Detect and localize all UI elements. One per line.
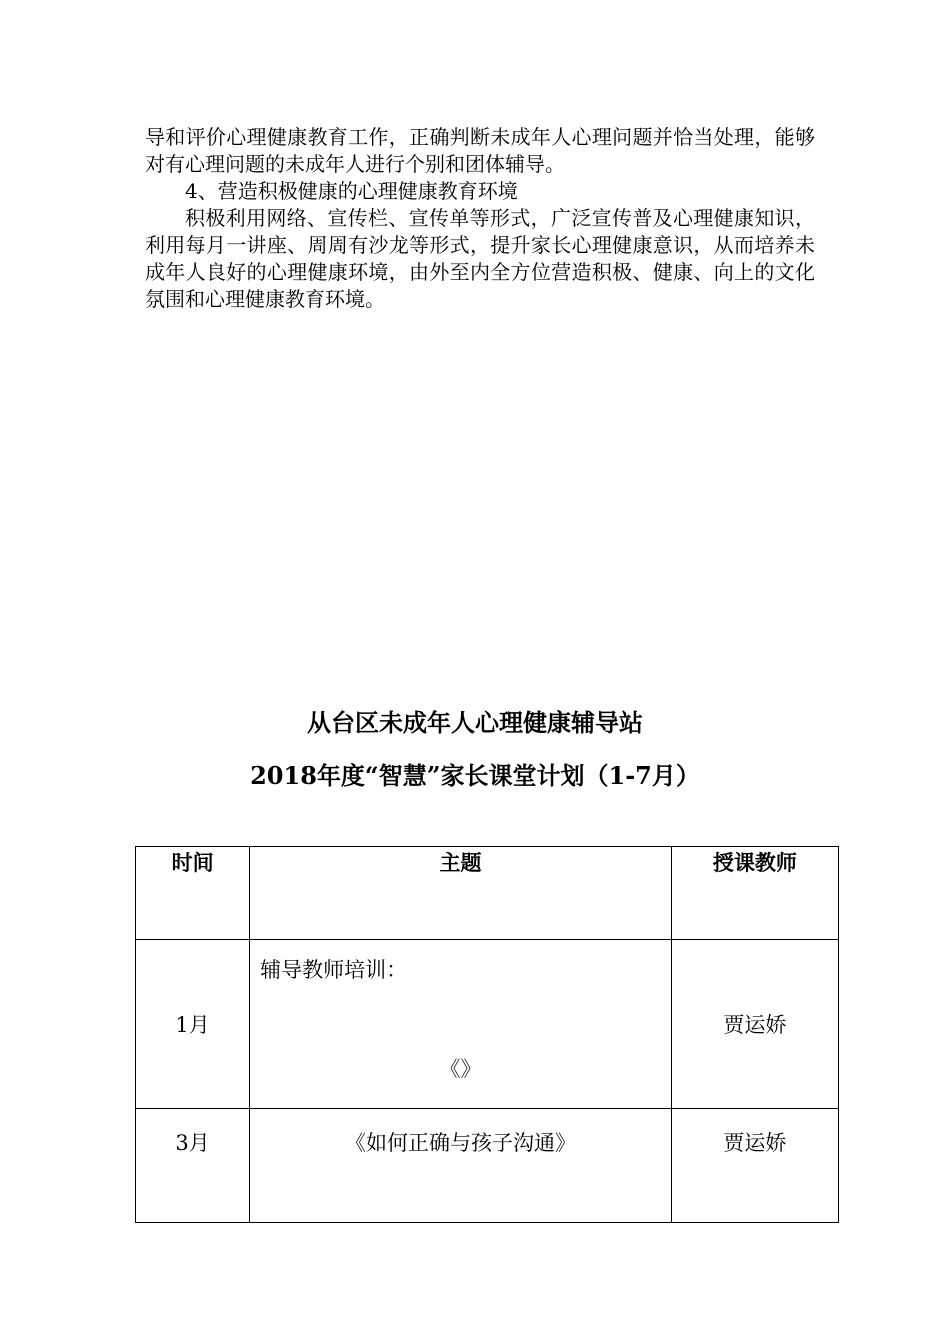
cell-time: 3月: [136, 1109, 250, 1223]
cell-teacher: 贾运娇: [671, 1109, 838, 1223]
plan-table: [135, 846, 839, 1223]
paragraph-section-4: 积极利用网络、宣传栏、宣传单等形式，广泛宣传普及心理健康知识，利用每月一讲座、周周有沙龙等形式，提升家长心理健康意识，从而培养未成年人良好的心理健康环境，由外至内全方位营造积极、健康、向上的文化氛围和心理健康教育环境。: [145, 206, 815, 311]
paragraph-continued: 导和评价心理健康教育工作，正确判断未成年人心理问题并恰当处理，能够对有心理问题的未成年人进行个别和团体辅导。: [145, 125, 815, 176]
cell-time: 1月: [136, 940, 250, 1109]
cell-teacher: 贾运娇: [671, 940, 838, 1109]
topic-book-title: 《》: [439, 1057, 482, 1081]
cell-topic: [250, 940, 672, 1109]
document-title-line1: 从台区未成年人心理健康辅导站: [307, 708, 643, 737]
header-time: 时间: [136, 847, 250, 940]
topic-label: 辅导教师培训：: [260, 958, 408, 982]
table-row: [136, 1109, 839, 1223]
cell-topic: 《如何正确与孩子沟通》: [250, 1109, 672, 1223]
table-row: [136, 940, 839, 1109]
document-title-line2: 2018年度“智慧”家长课堂计划（1-7月）: [250, 761, 700, 790]
header-topic: 主题: [250, 847, 672, 940]
table-header-row: [136, 847, 839, 940]
header-teacher: 授课教师: [671, 847, 838, 940]
section-heading-4: 4、营造积极健康的心理健康教育环境: [185, 179, 518, 203]
